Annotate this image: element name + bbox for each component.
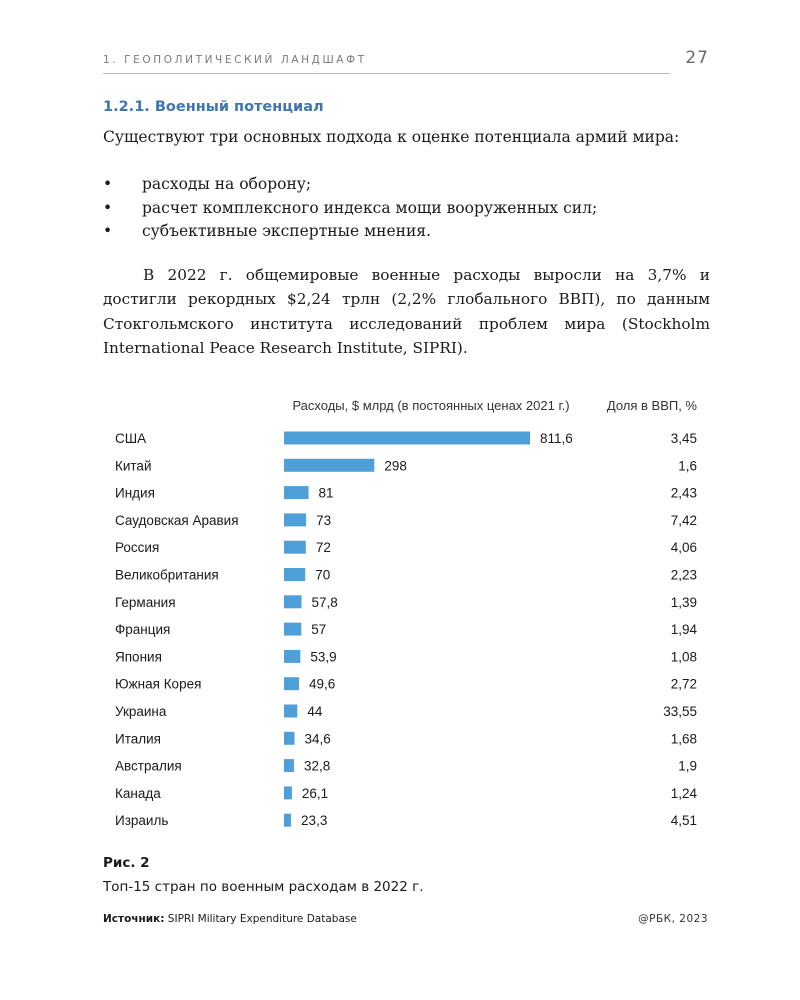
bar [284,759,294,772]
gdp-share-value: 1,94 [670,622,697,638]
section-header-label: 1. ГЕОПОЛИТИЧЕСКИЙ ЛАНДШАФТ [103,54,367,66]
bar [284,705,297,718]
gdp-share-value: 1,08 [670,649,697,665]
bar-value-label: 72 [315,540,331,556]
bar-value-label: 298 [384,458,407,474]
military-spending-chart [0,380,800,840]
section-title: 1.2.1. Военный потенциал [103,99,324,115]
bar-value-label: 57 [311,622,327,638]
category-label: Россия [115,540,160,556]
bar [284,732,294,745]
page-number: 27 [685,48,709,68]
list-item-text: расчет комплексного индекса мощи вооруженных сил; [142,198,598,217]
bar-value-label: 57,8 [311,594,338,610]
list-item [103,173,723,197]
gdp-share-value: 33,55 [663,704,697,719]
bar-value-label: 49,6 [309,676,336,692]
body-paragraph: В 2022 г. общемировые военные расходы выросли на 3,7% и достигли рекордных $2,24 трлн (2,2% глобального ВВП), по данным Стокгольмского института исследований проблем мира (Stockholm International Peace Research Institute, SIPRI). [103,266,710,358]
bar-value-label: 34,6 [304,731,331,747]
category-label: Израиль [115,813,169,829]
gdp-share-value: 2,72 [670,676,697,692]
list-item-text: расходы на оборону; [142,175,312,193]
bar [284,623,301,636]
category-label: Италия [115,731,161,747]
share-column-header: Доля в ВВП, % [606,398,697,413]
category-label: Япония [115,649,162,665]
copyright: @РБК, 2023 [638,913,708,925]
category-label: Канада [115,785,161,801]
bullet-icon: • [103,175,113,193]
bullet-list [103,173,723,244]
category-label: Германия [115,594,176,610]
gdp-share-value: 2,43 [670,485,697,501]
bar-value-label: 811,6 [540,431,573,446]
gdp-share-value: 7,42 [670,512,697,528]
gdp-share-value: 1,6 [678,458,697,474]
figure-caption: Топ-15 стран по военным расходам в 2022 г. [103,879,424,895]
bar-value-label: 73 [316,512,332,528]
intro-text: Существуют три основных подхода к оценке потенциала армий мира: [103,128,680,146]
category-label: Саудовская Аравия [115,512,239,528]
value-column-header: Расходы, $ млрд (в постоянных ценах 2021 г.) [292,398,570,413]
list-item [103,197,723,221]
bar [284,595,302,608]
bar-value-label: 53,9 [310,649,337,665]
bar [284,786,292,799]
bullet-icon: • [103,198,113,217]
list-item-text: субъективные экспертные мнения. [142,222,431,240]
category-label: Китай [115,458,152,474]
category-label: Великобритания [115,567,219,583]
bar-value-label: 81 [318,485,334,501]
bar [284,568,305,581]
bar [284,432,530,445]
category-label: Южная Корея [115,676,202,692]
category-label: Австралия [115,758,182,774]
gdp-share-value: 1,39 [670,594,697,610]
bar [284,650,300,663]
bar [284,486,309,499]
bar [284,541,306,554]
bar-value-label: 26,1 [301,785,329,801]
gdp-share-value: 1,9 [678,758,697,774]
bullet-icon: • [103,222,113,240]
bar-value-label: 32,8 [303,758,331,774]
category-label: Индия [115,485,155,501]
gdp-share-value: 4,06 [670,540,697,556]
bar [284,814,291,827]
source-note [103,913,357,925]
gdp-share-value: 3,45 [670,431,697,446]
bar-value-label: 70 [315,567,331,583]
category-label: Украина [115,704,167,719]
bar-value-label: 23,3 [301,813,328,829]
gdp-share-value: 1,24 [670,785,697,801]
gdp-share-value: 2,23 [670,567,697,583]
bar [284,677,299,690]
list-item [103,220,723,244]
category-label: США [115,431,147,446]
source-label: Источник: [103,913,165,925]
category-label: Франция [115,622,171,638]
bar [284,513,306,526]
bar-value-label: 44 [307,704,323,719]
source-text: SIPRI Military Expenditure Database [164,913,357,925]
gdp-share-value: 4,51 [670,813,697,829]
bar [284,459,374,472]
header-divider [103,73,670,74]
figure-label: Рис. 2 [103,855,150,871]
gdp-share-value: 1,68 [670,731,697,747]
